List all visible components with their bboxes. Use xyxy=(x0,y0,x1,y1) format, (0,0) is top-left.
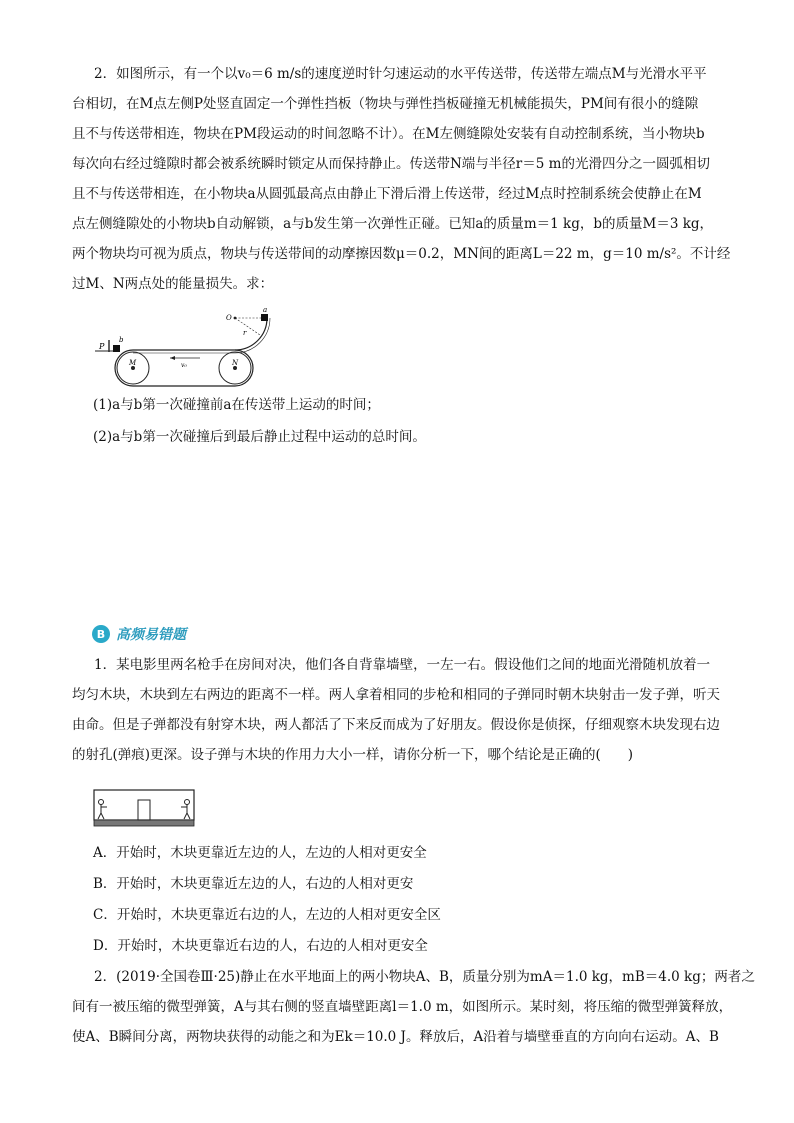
label-O: O xyxy=(226,314,232,322)
q2-subquestion-1: (1)a与b第一次碰撞前a在传送带上运动的时间； xyxy=(93,397,380,413)
option-c[interactable]: C．开始时，木块更靠近右边的人，左边的人相对更安全区 xyxy=(93,907,441,923)
section-badge-icon: B xyxy=(92,625,110,643)
label-a: a xyxy=(263,306,268,314)
mq1-line-1: 1．某电影里两名枪手在房间对决，他们各自背靠墙壁，一左一右。假设他们之间的地面光滑随机放着一 xyxy=(94,657,711,673)
mistake-question-1-text xyxy=(72,650,728,770)
floor xyxy=(94,820,194,826)
label-M: M xyxy=(129,359,137,367)
section-header xyxy=(92,623,186,645)
label-P: P xyxy=(99,342,105,351)
q2-line-1: 2．如图所示，有一个以v₀＝6 m/s的速度逆时针匀速运动的水平传送带，传送带左端点M与光滑水平平 xyxy=(94,66,707,82)
mq2-line-2: 间有一被压缩的微型弹簧，A与其右侧的竖直墙壁距离l＝1.0 m，如图所示。某时刻，将压缩的微型弹簧释放， xyxy=(72,999,733,1015)
q2-line-5: 且不与传送带相连，在小物块a从圆弧最高点由静止下滑后滑上传送带，经过M点时控制系统会使静止在M xyxy=(72,186,702,202)
label-N: N xyxy=(232,359,239,367)
q2-line-2: 台相切，在M点左侧P处竖直固定一个弹性挡板（物块与弹性挡板碰撞无机械能损失，PM间有很小的缝隙 xyxy=(72,96,699,112)
q2-line-6: 点左侧缝隙处的小物块b自动解锁，a与b发生第一次弹性正碰。已知a的质量m＝1 kg，b的质量M＝3 kg， xyxy=(72,216,714,232)
mq2-line-3: 使A、B瞬间分离，两物块获得的动能之和为Ek＝10.0 J。释放后，A沿着与墙壁垂直的方向向右运动。A、B xyxy=(72,1029,719,1045)
section-title: 高频易错题 xyxy=(116,627,186,643)
mq1-line-3: 由命。但是子弹都没有射穿木块，两人都活了下来反而成为了好朋友。假设你是侦探，仔细观察木块发现右边 xyxy=(72,717,720,733)
room-figure xyxy=(92,788,196,830)
mq2-line-1: 2．(2019·全国卷Ⅲ·25)静止在水平地面上的两小物块A、B，质量分别为mA＝1.0 kg，mB＝4.0 kg；两者之 xyxy=(94,969,755,985)
option-a[interactable]: A．开始时，木块更靠近左边的人，左边的人相对更安全 xyxy=(93,845,427,861)
right-shooter-icon xyxy=(181,800,190,820)
label-b: b xyxy=(119,336,124,344)
label-r: r xyxy=(243,329,247,337)
mq1-line-2: 均匀木块，木块到左右两边的距离不一样。两人拿着相同的步枪和相同的子弹同时朝木块射击一发子弹，听天 xyxy=(72,687,720,703)
wooden-block xyxy=(138,800,150,820)
quarter-arc xyxy=(235,318,267,350)
label-v0: v₀ xyxy=(181,362,187,369)
q2-line-7: 两个物块均可视为质点，物块与传送带间的动摩擦因数μ＝0.2，MN间的距离L＝22 m，g＝10 m/s²。不计经 xyxy=(72,246,731,262)
q2-line-3: 且不与传送带相连，物块在PM段运动的时间忽略不计）。在M左侧缝隙处安装有自动控制系统，当小物块b xyxy=(72,126,705,142)
option-d[interactable]: D．开始时，木块更靠近右边的人，右边的人相对更安全 xyxy=(93,938,428,954)
conveyor-belt-figure xyxy=(95,305,310,395)
option-b[interactable]: B．开始时，木块更靠近左边的人，右边的人相对更安 xyxy=(93,876,414,892)
question-2-text xyxy=(72,59,731,299)
q2-line-8: 过M、N两点处的能量损失。求： xyxy=(72,276,274,292)
left-shooter-icon xyxy=(98,800,107,820)
mistake-question-2-text xyxy=(72,962,755,1052)
q2-subquestion-2: (2)a与b第一次碰撞后到最后静止过程中运动的总时间。 xyxy=(93,429,426,445)
block-b xyxy=(113,345,120,352)
mq1-line-4: 的射孔(弹痕)更深。设子弹与木块的作用力大小一样，请你分析一下，哪个结论是正确的( ) xyxy=(72,747,634,763)
q2-line-4: 每次向右经过缝隙时都会被系统瞬时锁定从而保持静止。传送带N端与半径r＝5 m的光滑四分之一圆弧相切 xyxy=(72,156,710,172)
block-a xyxy=(261,314,268,321)
